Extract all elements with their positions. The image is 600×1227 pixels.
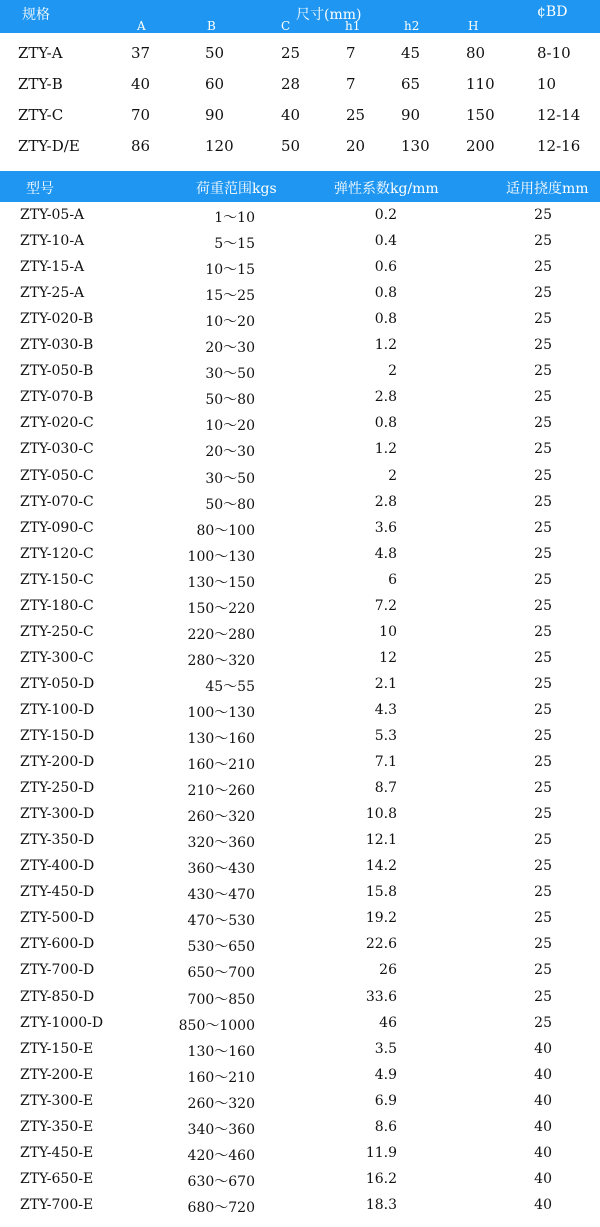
load-range-cell: 430～470 xyxy=(187,887,255,904)
load-range-cell: 50～80 xyxy=(205,392,255,409)
spring-rate-cell: 5.3 xyxy=(374,728,397,744)
spring-row xyxy=(0,1089,600,1115)
load-range-cell: 30～50 xyxy=(205,366,255,383)
spring-rate-cell: 12.1 xyxy=(365,832,397,849)
spring-row xyxy=(0,828,600,854)
spring-row xyxy=(0,385,600,411)
deflection-cell: 40 xyxy=(534,1144,552,1161)
model-cell: ZTY-05-A xyxy=(20,207,85,223)
load-range-cell: 20～30 xyxy=(205,340,255,357)
range-header: 荷重范围kgs xyxy=(196,181,277,197)
model-cell: ZTY-700-E xyxy=(20,1196,94,1213)
spring-row xyxy=(0,672,600,698)
spring-row xyxy=(0,333,600,359)
dimension-cell-h1: 25 xyxy=(346,106,366,124)
col-header-c: C xyxy=(281,19,291,33)
spring-row xyxy=(0,646,600,672)
spring-row xyxy=(0,1011,600,1037)
spring-rate-cell: 7.1 xyxy=(374,754,397,771)
dimension-cell-h: 110 xyxy=(466,75,495,93)
deflection-cell: 25 xyxy=(534,493,552,510)
deflection-cell: 25 xyxy=(534,285,552,302)
dimension-cell-c: 28 xyxy=(281,75,301,93)
spring-rate-cell: 0.8 xyxy=(374,415,397,432)
dimension-cell-model: ZTY-A xyxy=(18,44,63,62)
spring-rate-cell: 6 xyxy=(388,571,397,588)
spring-row xyxy=(0,203,600,229)
dimension-cell-bd: 12-16 xyxy=(537,137,581,155)
spring-row xyxy=(0,880,600,906)
dimension-row xyxy=(0,69,600,100)
deflection-cell: 25 xyxy=(534,311,552,328)
model-cell: ZTY-450-D xyxy=(20,884,95,901)
spring-rate-cell: 2 xyxy=(388,363,397,380)
spring-row xyxy=(0,854,600,880)
dimension-cell-c: 50 xyxy=(281,137,301,155)
deflection-cell: 25 xyxy=(534,519,552,536)
model-cell: ZTY-15-A xyxy=(20,259,85,276)
load-range-cell: 160～210 xyxy=(187,1069,255,1086)
spring-row xyxy=(0,1193,600,1219)
deflection-cell: 40 xyxy=(534,1040,552,1057)
deflection-cell: 25 xyxy=(534,649,552,666)
dimension-row xyxy=(0,38,600,69)
col-header-h1: h1 xyxy=(345,19,361,33)
load-range-cell: 320～360 xyxy=(187,835,255,852)
spring-rate-cell: 15.8 xyxy=(365,884,397,901)
spring-rate-cell: 14.2 xyxy=(365,858,397,875)
deflection-cell: 25 xyxy=(534,467,552,484)
spring-rate-cell: 0.4 xyxy=(374,233,397,250)
deflection-cell: 25 xyxy=(534,701,552,718)
col-header-a: A xyxy=(137,19,146,33)
model-cell: ZTY-400-D xyxy=(20,858,95,875)
deflection-cell: 25 xyxy=(534,936,552,953)
spring-rate-cell: 10 xyxy=(379,623,397,640)
spring-row xyxy=(0,1115,600,1141)
load-range-cell: 45～55 xyxy=(205,678,255,695)
spec-header: 规格 xyxy=(22,7,50,23)
deflection-cell: 25 xyxy=(534,337,552,354)
spring-rate-cell: 0.8 xyxy=(374,311,397,328)
spring-rate-cell: 26 xyxy=(379,962,397,979)
dimension-cell-h2: 90 xyxy=(401,106,421,124)
model-cell: ZTY-300-C xyxy=(20,649,94,666)
model-cell: ZTY-650-E xyxy=(20,1170,94,1187)
deflection-cell: 25 xyxy=(534,832,552,849)
spring-rate-cell: 10.8 xyxy=(365,806,397,823)
model-cell: ZTY-120-C xyxy=(20,545,94,562)
load-range-cell: 260～320 xyxy=(187,1095,255,1112)
spring-row xyxy=(0,1037,600,1063)
deflection-cell: 25 xyxy=(534,675,552,692)
spring-row xyxy=(0,229,600,255)
dimension-cell-h1: 7 xyxy=(346,44,356,62)
load-range-cell: 360～430 xyxy=(187,861,255,878)
spring-rate-cell: 1.2 xyxy=(374,337,397,354)
spring-rate-cell: 6.9 xyxy=(374,1092,397,1109)
col-header-b: B xyxy=(207,19,216,33)
deflection-cell: 25 xyxy=(534,233,552,250)
dimension-cell-a: 86 xyxy=(131,137,151,155)
spring-row xyxy=(0,698,600,724)
load-range-cell: 20～30 xyxy=(205,444,255,461)
load-range-cell: 160～210 xyxy=(187,757,255,774)
dimension-cell-h1: 20 xyxy=(346,137,366,155)
spring-rate-cell: 3.6 xyxy=(374,519,397,536)
deflection-cell: 25 xyxy=(534,597,552,614)
dimension-cell-h2: 65 xyxy=(401,75,421,93)
load-range-cell: 130～160 xyxy=(187,1043,255,1060)
spring-table-header xyxy=(0,171,600,202)
spring-row xyxy=(0,1167,600,1193)
deflection-cell: 25 xyxy=(534,910,552,927)
model-cell: ZTY-10-A xyxy=(20,233,85,250)
model-cell: ZTY-25-A xyxy=(20,285,85,302)
spring-row xyxy=(0,359,600,385)
spring-row xyxy=(0,255,600,281)
load-range-cell: 10～20 xyxy=(205,314,255,331)
deflection-cell: 25 xyxy=(534,363,552,380)
load-range-cell: 220～280 xyxy=(187,626,255,643)
load-range-cell: 700～850 xyxy=(187,991,255,1008)
dimension-cell-model: ZTY-C xyxy=(18,106,64,124)
spring-row xyxy=(0,568,600,594)
load-range-cell: 80～100 xyxy=(196,522,255,539)
model-cell: ZTY-350-E xyxy=(20,1118,94,1135)
spring-row xyxy=(0,464,600,490)
model-cell: ZTY-180-C xyxy=(20,597,94,614)
model-cell: ZTY-850-D xyxy=(20,988,95,1005)
model-cell: ZTY-1000-D xyxy=(20,1014,104,1031)
deflection-cell: 25 xyxy=(534,1014,552,1031)
load-range-cell: 100～130 xyxy=(187,704,255,721)
spring-rate-cell: 19.2 xyxy=(365,910,397,927)
load-range-cell: 130～150 xyxy=(187,574,255,591)
spring-rate-cell: 16.2 xyxy=(365,1170,397,1187)
model-cell: ZTY-500-D xyxy=(20,910,95,927)
spring-rate-cell: 0.8 xyxy=(374,285,397,302)
dimension-cell-model: ZTY-B xyxy=(18,75,63,93)
model-cell: ZTY-600-D xyxy=(20,936,95,953)
model-cell: ZTY-450-E xyxy=(20,1144,94,1161)
load-range-cell: 680～720 xyxy=(187,1199,255,1216)
deflection-cell: 25 xyxy=(534,571,552,588)
rate-header: 弹性系数kg/mm xyxy=(334,181,439,197)
model-cell: ZTY-300-D xyxy=(20,806,95,823)
spring-rate-cell: 4.8 xyxy=(374,545,397,562)
load-range-cell: 420～460 xyxy=(187,1147,255,1164)
spring-row xyxy=(0,958,600,984)
spring-row xyxy=(0,1141,600,1167)
model-cell: ZTY-700-D xyxy=(20,962,95,979)
deflection-cell: 25 xyxy=(534,962,552,979)
spring-row xyxy=(0,750,600,776)
dimension-cell-h: 80 xyxy=(466,44,486,62)
deflection-cell: 25 xyxy=(534,988,552,1005)
dimension-cell-b: 50 xyxy=(205,44,225,62)
deflection-cell: 40 xyxy=(534,1170,552,1187)
spring-rate-cell: 22.6 xyxy=(365,936,397,953)
dimension-cell-a: 37 xyxy=(131,44,151,62)
col-header-h: H xyxy=(468,19,479,33)
spring-row xyxy=(0,281,600,307)
dimension-row xyxy=(0,100,600,131)
deflection-cell: 25 xyxy=(534,884,552,901)
model-cell: ZTY-070-C xyxy=(20,493,94,510)
deflection-cell: 40 xyxy=(534,1118,552,1135)
model-header: 型号 xyxy=(26,181,54,197)
model-cell: ZTY-020-B xyxy=(20,311,94,328)
spring-rate-cell: 7.2 xyxy=(374,597,397,614)
dimension-cell-h2: 45 xyxy=(401,44,421,62)
deflection-cell: 25 xyxy=(534,259,552,276)
spring-row xyxy=(0,620,600,646)
model-cell: ZTY-030-B xyxy=(20,337,94,354)
dimension-cell-b: 120 xyxy=(205,137,234,155)
spring-rate-cell: 33.6 xyxy=(365,988,397,1005)
spring-rate-cell: 0.6 xyxy=(374,259,397,276)
dimension-cell-h1: 7 xyxy=(346,75,356,93)
deflection-cell: 25 xyxy=(534,207,552,223)
deflection-cell: 40 xyxy=(534,1066,552,1083)
load-range-cell: 130～160 xyxy=(187,731,255,747)
deflection-cell: 25 xyxy=(534,754,552,771)
model-cell: ZTY-250-C xyxy=(20,623,94,640)
load-range-cell: 30～50 xyxy=(205,470,255,487)
spring-rate-cell: 46 xyxy=(379,1014,397,1031)
spring-row xyxy=(0,542,600,568)
spring-rate-cell: 4.3 xyxy=(374,701,397,718)
spring-rate-cell: 8.6 xyxy=(374,1118,397,1135)
model-cell: ZTY-350-D xyxy=(20,832,95,849)
load-range-cell: 850～1000 xyxy=(178,1017,255,1034)
load-range-cell: 5～15 xyxy=(214,236,255,253)
load-range-cell: 210～260 xyxy=(187,783,255,800)
load-range-cell: 1～10 xyxy=(214,210,255,226)
dimension-cell-c: 40 xyxy=(281,106,301,124)
spring-row xyxy=(0,985,600,1011)
deflection-cell: 25 xyxy=(534,545,552,562)
spring-row xyxy=(0,307,600,333)
spring-rate-cell: 2 xyxy=(388,467,397,484)
load-range-cell: 470～530 xyxy=(187,913,255,930)
spring-row xyxy=(0,802,600,828)
spring-rate-cell: 18.3 xyxy=(365,1196,397,1213)
load-range-cell: 50～80 xyxy=(205,496,255,513)
model-cell: ZTY-050-B xyxy=(20,363,94,380)
model-cell: ZTY-070-B xyxy=(20,389,94,406)
spring-row xyxy=(0,724,600,750)
model-cell: ZTY-050-C xyxy=(20,467,94,484)
load-range-cell: 10～20 xyxy=(205,418,255,435)
deflection-cell: 25 xyxy=(534,806,552,823)
spring-row xyxy=(0,516,600,542)
spring-rate-cell: 8.7 xyxy=(374,780,397,797)
load-range-cell: 100～130 xyxy=(187,548,255,565)
spring-rate-cell: 2.8 xyxy=(374,493,397,510)
spring-rate-cell: 0.2 xyxy=(374,207,397,223)
load-range-cell: 10～15 xyxy=(205,262,255,279)
dimension-cell-a: 70 xyxy=(131,106,151,124)
spring-row xyxy=(0,776,600,802)
spring-rate-cell: 1.2 xyxy=(374,441,397,458)
deflection-cell: 25 xyxy=(534,441,552,458)
spring-rate-cell: 12 xyxy=(379,649,397,666)
deflection-cell: 25 xyxy=(534,858,552,875)
model-cell: ZTY-250-D xyxy=(20,780,95,797)
dimension-cell-bd: 12-14 xyxy=(537,106,581,124)
spring-row xyxy=(0,932,600,958)
spring-rate-cell: 2.1 xyxy=(374,675,397,692)
load-range-cell: 530～650 xyxy=(187,939,255,956)
load-range-cell: 340～360 xyxy=(187,1121,255,1138)
model-cell: ZTY-020-C xyxy=(20,415,94,432)
dimension-cell-h2: 130 xyxy=(401,137,430,155)
deflection-header: 适用挠度mm xyxy=(506,181,589,197)
model-cell: ZTY-100-D xyxy=(20,701,95,718)
deflection-cell: 25 xyxy=(534,780,552,797)
dimension-cell-bd: 8-10 xyxy=(537,44,571,62)
spring-row xyxy=(0,411,600,437)
model-cell: ZTY-090-C xyxy=(20,519,94,536)
deflection-cell: 25 xyxy=(534,415,552,432)
model-cell: ZTY-200-E xyxy=(20,1066,94,1083)
deflection-cell: 40 xyxy=(534,1196,552,1213)
model-cell: ZTY-030-C xyxy=(20,441,94,458)
deflection-cell: 25 xyxy=(534,728,552,744)
deflection-cell: 25 xyxy=(534,623,552,640)
dimension-cell-h: 200 xyxy=(466,137,495,155)
spring-rate-cell: 2.8 xyxy=(374,389,397,406)
spring-row xyxy=(0,594,600,620)
dimension-cell-h: 150 xyxy=(466,106,495,124)
dimension-cell-c: 25 xyxy=(281,44,301,62)
load-range-cell: 650～700 xyxy=(187,965,255,982)
col-header-h2: h2 xyxy=(404,19,420,33)
model-cell: ZTY-050-D xyxy=(20,675,95,692)
load-range-cell: 280～320 xyxy=(187,652,255,669)
model-cell: ZTY-150-C xyxy=(20,571,94,588)
model-cell: ZTY-300-E xyxy=(20,1092,94,1109)
spring-rate-cell: 11.9 xyxy=(365,1144,397,1161)
dimension-cell-b: 60 xyxy=(205,75,225,93)
spring-row xyxy=(0,490,600,516)
spring-row xyxy=(0,437,600,463)
dimension-header: 尺寸(mm) xyxy=(296,7,362,23)
model-cell: ZTY-200-D xyxy=(20,754,95,771)
dimension-cell-model: ZTY-D/E xyxy=(18,137,80,155)
load-range-cell: 630～670 xyxy=(187,1173,255,1190)
load-range-cell: 15～25 xyxy=(205,288,255,305)
spring-rate-cell: 4.9 xyxy=(374,1066,397,1083)
dimension-table-header xyxy=(0,0,600,33)
model-cell: ZTY-150-D xyxy=(20,728,95,744)
deflection-cell: 40 xyxy=(534,1092,552,1109)
dimension-row xyxy=(0,131,600,162)
spring-row xyxy=(0,906,600,932)
spring-row xyxy=(0,1063,600,1089)
model-cell: ZTY-150-E xyxy=(20,1040,94,1057)
spring-rate-cell: 3.5 xyxy=(374,1040,397,1057)
load-range-cell: 150～220 xyxy=(187,600,255,617)
dimension-cell-b: 90 xyxy=(205,106,225,124)
deflection-cell: 25 xyxy=(534,389,552,406)
bd-header: ¢BD xyxy=(537,4,568,20)
dimension-cell-bd: 10 xyxy=(537,75,557,93)
dimension-cell-a: 40 xyxy=(131,75,151,93)
load-range-cell: 260～320 xyxy=(187,809,255,826)
